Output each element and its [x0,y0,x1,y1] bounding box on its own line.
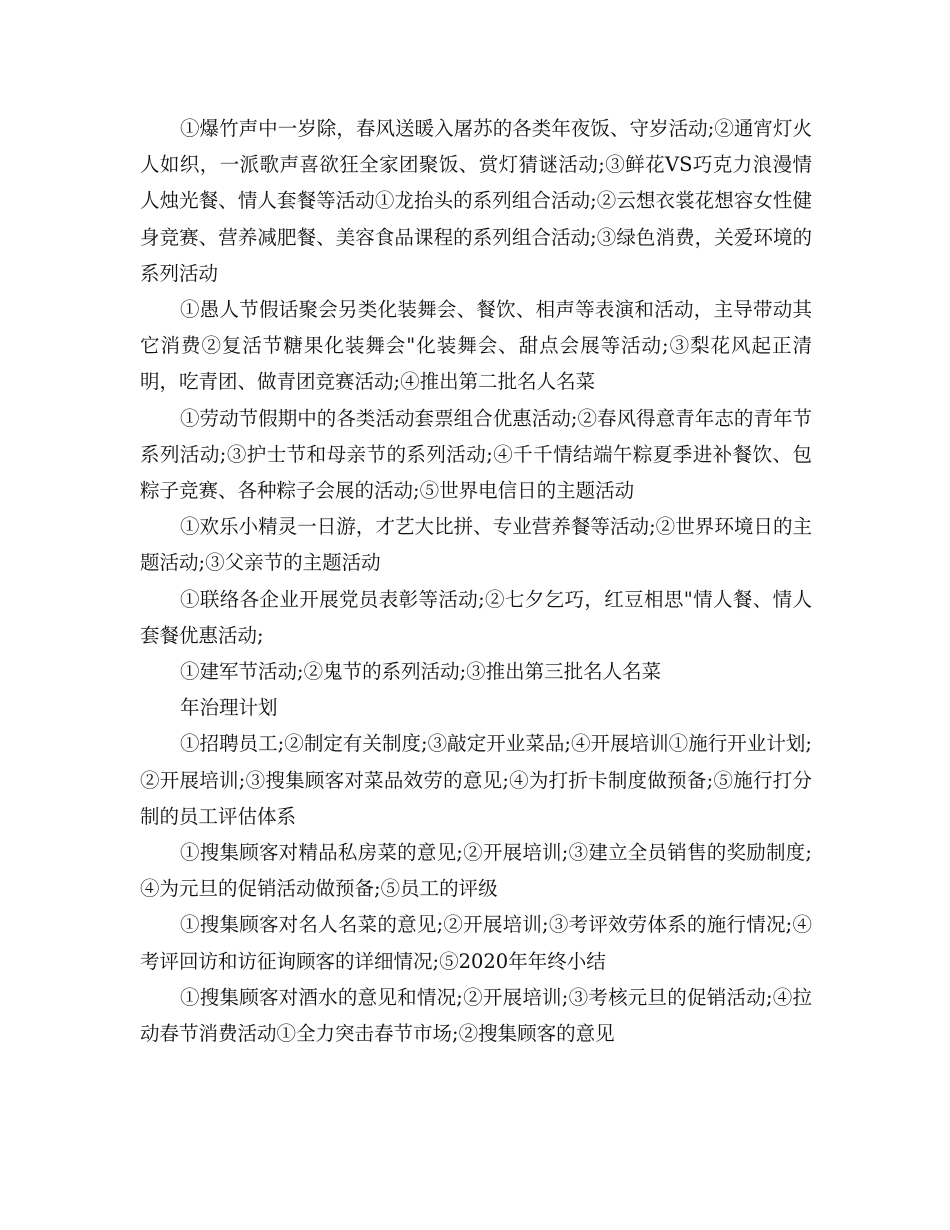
paragraph: ①招聘员工;②制定有关制度;③敲定开业菜品;④开展培训①施行开业计划;②开展培训;③搜集顾客对菜品效劳的意见;④为打折卡制度做预备;⑤施行打分制的员工评估体系 [140,732,812,828]
paragraph: ①劳动节假期中的各类活动套票组合优惠活动;②春风得意青年志的青年节系列活动;③护士节和母亲节的系列活动;④千千情结端午粽夏季进补餐饮、包粽子竞赛、各种粽子会展的活动;⑤世界电信日的主题活动 [140,406,812,503]
paragraph: ①搜集顾客对酒水的意见和情况;②开展培训;③考核元旦的促销活动;④拉动春节消费活动①全力突击春节市场;②搜集顾客的意见 [140,985,812,1046]
paragraph: ①联络各企业开展党员表彰等活动;②七夕乞巧，红豆相思"情人餐、情人套餐优惠活动; [140,587,812,647]
document-body [140,111,812,1052]
paragraph: ①爆竹声中一岁除，春风送暖入屠苏的各类年夜饭、守岁活动;②通宵灯火人如织，一派歌声喜欲狂全家团聚饭、赏灯猜谜活动;③鲜花VS巧克力浪漫情人烛光餐、情人套餐等活动①龙抬头的系列组合活动;②云想衣裳花想容女性健身竞赛、营养减肥餐、美容食品课程的系列组合活动;③绿色消费，关爱环境的系列活动 [140,117,812,285]
section-heading: 年治理计划 [180,696,278,720]
paragraph: ①搜集顾客对名人名菜的意见;②开展培训;③考评效劳体系的施行情况;④考评回访和访征询顾客的详细情况;⑤2020年年终小结 [140,913,812,973]
paragraph: ①愚人节假话聚会另类化装舞会、餐饮、相声等表演和活动，主导带动其它消费②复活节糖果化装舞会"化装舞会、甜点会展等活动;③梨花风起正清明，吃青团、做青团竞赛活动;④推出第二批名人名菜 [140,298,812,394]
paragraph: ①建军节活动;②鬼节的系列活动;③推出第三批名人名菜 [180,660,662,684]
paragraph: ①欢乐小精灵一日游，才艺大比拼、专业营养餐等活动;②世界环境日的主题活动;③父亲节的主题活动 [140,515,812,575]
paragraph: ①搜集顾客对精品私房菜的意见;②开展培训;③建立全员销售的奖励制度;④为元旦的促销活动做预备;⑤员工的评级 [140,841,812,901]
